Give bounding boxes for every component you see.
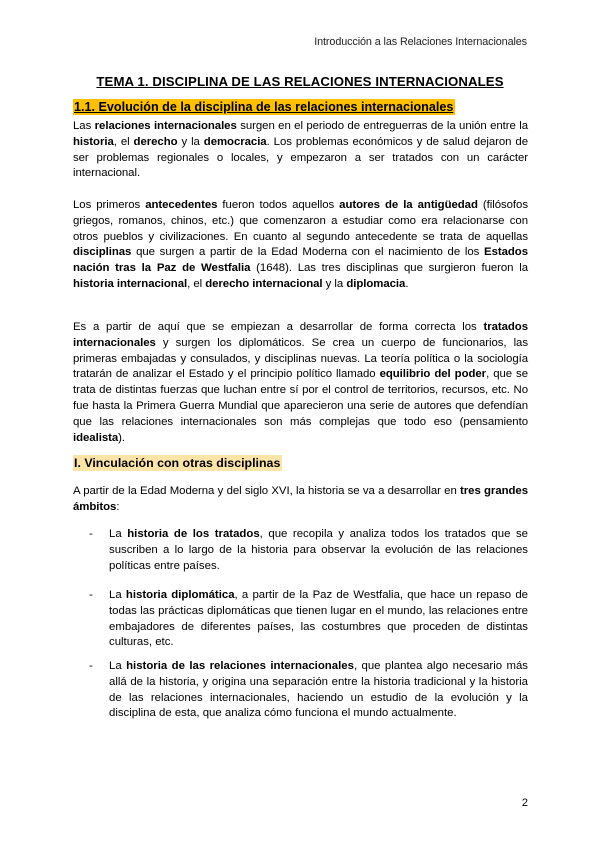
subsection-heading: I. Vinculación con otras disciplinas bbox=[74, 456, 281, 470]
list-item bbox=[91, 588, 528, 651]
bold-term: historia diplomática bbox=[125, 589, 235, 601]
page-title: TEMA 1. DISCIPLINA DE LAS RELACIONES INTERNACIONALES bbox=[96, 74, 504, 89]
bold-term: historia internacional bbox=[73, 277, 188, 290]
bold-term: democracia bbox=[203, 135, 267, 148]
bullet-marker: - bbox=[89, 589, 93, 601]
bold-term: derecho bbox=[133, 135, 178, 148]
bold-term: equilibrio del poder bbox=[379, 368, 487, 381]
bold-term: Estados nación tras la Paz de Westfalia bbox=[73, 246, 528, 275]
bold-term: historia bbox=[73, 135, 114, 148]
list-item-text: La historia de las relaciones internacionales, que plantea algo necesario más allá de la historia, y origina una separación entre la historia tradicional y la historia de las relaciones internacionales, haciendo un estudio de la evolución y la disciplina de esta, que analiza cómo funciona el mundo actualmente. bbox=[109, 660, 528, 720]
bold-term: tres grandes ámbitos bbox=[73, 485, 528, 513]
bold-term: antecedentes bbox=[145, 199, 218, 211]
list-item-text: La historia de los tratados, que recopila y analiza todos los tratados que se suscriben a lo largo de la historia para observar la evolución de las relaciones políticas entre países. bbox=[109, 528, 528, 572]
bold-term: autores de la antigüedad bbox=[339, 199, 478, 211]
list-item bbox=[91, 659, 528, 722]
bullet-marker: - bbox=[89, 528, 93, 540]
bold-term: diplomacia bbox=[346, 277, 406, 290]
bold-term: derecho internacional bbox=[205, 277, 323, 290]
paragraph-antecedents: Los primeros antecedentes fueron todos aquellos autores de la antigüedad (filósofos griegos, romanos, chinos, etc.) que comenzaron a estudiar como era relacionarse con otros pueblos y civilizaciones. En cuanto al segundo antecedente se trata de aquellas disciplinas que surgen a partir de la Edad Moderna con el nacimiento de los Estados nación tras la Paz de Westfalia (1648). Las tres disciplinas que surgieron fueron la historia internacional, el derecho internacional y la diplomacia. bbox=[73, 199, 528, 290]
bold-term: relaciones internacionales bbox=[94, 120, 237, 132]
paragraph-subsection-intro: A partir de la Edad Moderna y del siglo XVI, la historia se va a desarrollar en tres grandes ámbitos: bbox=[73, 485, 528, 513]
page-number: 2 bbox=[521, 797, 528, 809]
bold-term: tratados internacionales bbox=[73, 321, 528, 349]
bold-term: idealista bbox=[73, 431, 119, 444]
list-item-text: La historia diplomática, a partir de la Paz de Westfalia, que hace un repaso de todas las prácticas diplomáticas que tienen lugar en el mundo, las relaciones entre embajadores de diferentes países, las costumbres que proceden de distintas culturas, etc. bbox=[109, 589, 529, 649]
paragraph-intro: Las relaciones internacionales surgen en el periodo de entreguerras de la unión entre la historia, el derecho y la democracia. Los problemas económicos y de salud dejaron de ser problemas regionales o locales, y empezaron a ser tratados con un carácter internacional. bbox=[73, 120, 529, 180]
bold-term: disciplinas bbox=[73, 246, 132, 259]
list-item bbox=[91, 527, 528, 574]
bold-term: historia de los tratados bbox=[127, 528, 260, 540]
running-header: Introducción a las Relaciones Internacionales bbox=[314, 36, 527, 48]
bold-term: historia de las relaciones internacionales bbox=[126, 660, 354, 672]
bullet-marker: - bbox=[89, 660, 93, 672]
section-heading: 1.1. Evolución de la disciplina de las relaciones internacionales bbox=[74, 100, 454, 114]
paragraph-development: Es a partir de aquí que se empiezan a desarrollar de forma correcta los tratados internacionales y surgen los diplomáticos. Se crea un cuerpo de funcionarios, las primeras embajadas y consulados, y disciplinas nuevas. La teoría política o la sociología tratarán de analizar el Estado y el principio político llamado equilibrio del poder, que se trata de distintas fuerzas que luchan entre sí por el control de territorios, recursos, etc. No fue hasta la Primera Guerra Mundial que aparecieron una serie de autores que defendían que las relaciones internacionales son más complejas que todo eso (pensamiento idealista). bbox=[73, 321, 528, 444]
